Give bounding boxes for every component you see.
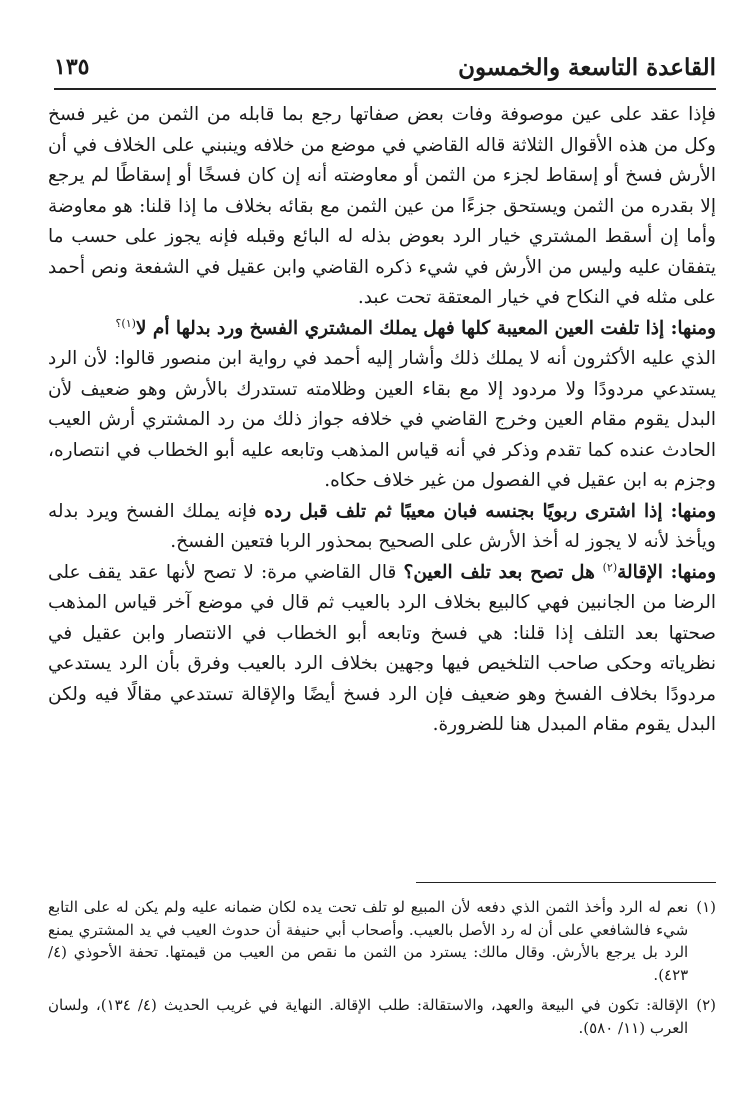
paragraph (48, 558, 716, 741)
paragraph-text: فإنه يملك الفسخ ويرد بدله ويأخذ لأنه لا يجوز له أخذ الأرش على الصحيح بمحذور الربا فتعين الفسخ. (48, 500, 716, 552)
footnote-text: الإقالة: تكون في البيعة والعهد، والاستقالة: طلب الإقالة. النهاية في غريب الحديث (٤/ ١٣٤)، ولسان العرب (١١/ ٥٨٠). (48, 996, 689, 1037)
paragraph (48, 497, 716, 558)
footnote-divider (416, 882, 716, 883)
paragraph-lead: ومنها: إذا اشترى ربويًا بجنسه فبان معيبًا ثم تلف قبل رده (264, 500, 716, 522)
footnote-text: نعم له الرد وأخذ الثمن الذي دفعه لأن المبيع لو تلف تحت يده لكان ضمانه عليه ولم يكن له على التابع شيء فالشافعي على أن له رد الأصل بالعيب. وأصحاب أبي حنيفة أن حدوث العيب في يد المشتري يمنع الرد بل يرجع بالأرش. وقال مالك: يسترد من الثمن ما نقص من العيب من قيمتها. تحفة الأحوذي (٤/ ٤٢٣). (48, 898, 689, 984)
paragraph-lead-question: هل تصح بعد تلف العين؟ (403, 561, 603, 583)
main-text (48, 100, 716, 741)
paragraph-text: قال القاضي مرة: لا تصح لأنها عقد يقف على الرضا من الجانبين فهي كالبيع بخلاف الرد بالعيب ثم قال في موضع آخر قياس المذهب صحتها بعد التلف إذا قلنا: هي فسخ وتابعه أبو الخطاب في الانتصار وابن عقيل في نظرياته وحكى صاحب التلخيص فيها وجهين بخلاف الرد بالعيب وفرق بأن الرد يستدعي مردودًا بخلاف الفسخ وهو ضعيف فإن الرد فسخ أيضًا والإقالة تستدعي مقالًا فيه ولكن البدل يقوم مقام المبدل هنا للضرورة. (48, 561, 716, 735)
footnote-ref: (٢) (602, 560, 618, 574)
paragraph-text: فإذا عقد على عين موصوفة وفات بعض صفاتها رجع بما قابله من الثمن من غير فسخ وكل من هذه الأقوال الثلاثة قاله القاضي في موضع من خلافه وينبني على الخلاف في أن الأرش فسخ أو إسقاط لجزء من الثمن أو معاوضته أنه إن كان فسخًا أو إسقاطًا لم يرجع إلا بقدره من الثمن ويستحق جزءًا من عين الثمن مع بقائه بخلاف ما إذا قلنا: هو معاوضة وأما إن أسقط المشتري خيار الرد بعوض بذله له البائع وقبله فإنه يجوز على حسب ما يتفقان عليه وليس من الأرش في شيء ذكره القاضي وابن عقيل في الشفعة ونص أحمد على مثله في النكاح في خيار المعتقة تحت عبد. (48, 104, 716, 308)
footnote-number: (٢) (696, 996, 716, 1014)
paragraph-lead: ومنها: إذا تلفت العين المعيبة كلها فهل يملك المشتري الفسخ ورد بدلها أم لا (135, 317, 716, 339)
footnote-number: (١) (696, 898, 716, 916)
paragraph (48, 344, 716, 497)
paragraph-lead: ومنها: الإقالة (617, 561, 717, 583)
paragraph (48, 314, 716, 345)
footnote (48, 896, 716, 986)
paragraph-text: الذي عليه الأكثرون أنه لا يملك ذلك وأشار إليه أحمد في رواية ابن منصور قالوا: لأن الرد يستدعي مردودًا ولا مردود إلا مع بقاء العين وظلامته تستدرك بالأرش وهو ضعيف لأن البدل يقوم مقام العين وخرج القاضي في خلافه جواز ذلك من رد المشتري أرش العيب الحادث عنده كما تقدم وذكر في أنه قياس المذهب وتابعه عليه أبو الخطاب في انتصاره، وجزم به ابن عقيل في الفصول من غير خلاف حكاه. (48, 348, 716, 491)
footnote-ref: (١)؟ (115, 316, 136, 330)
page-header (54, 48, 716, 90)
footnote (48, 994, 716, 1039)
footnotes (48, 896, 716, 1047)
chapter-title: القاعدة التاسعة والخمسون (458, 54, 716, 81)
page-number: ١٣٥ (54, 54, 90, 80)
paragraph (48, 100, 716, 314)
